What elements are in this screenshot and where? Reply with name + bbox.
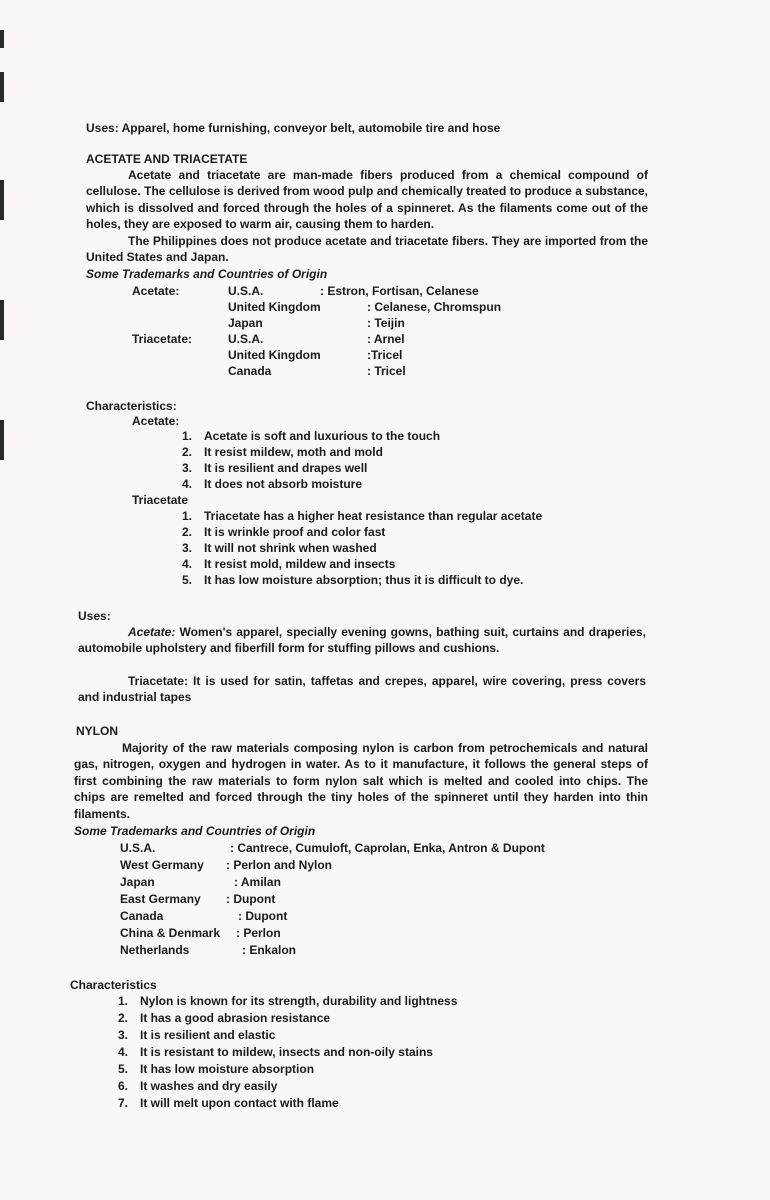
- uses-top: Uses: Apparel, home furnishing, conveyor belt, automobile tire and hose: [86, 121, 501, 135]
- nylon-origin-country: U.S.A.: [120, 841, 156, 855]
- nylon-origin-brands: : Amilan: [234, 875, 281, 889]
- nylon-paragraph: Majority of the raw materials composing nylon is carbon from petrochemicals and natural gas, nitrogen, oxygen and hydrogen in water. As to it manufacture, it follows the general steps of first combining the raw materials to form nylon salt which is melted and cooled into chips. The chips are remelted and forced through the tiny holes of the spinneret until they harden into thin filaments.: [74, 741, 648, 821]
- nylon-origin-brands: : Perlon: [236, 926, 281, 940]
- uses-label: Uses:: [78, 609, 111, 623]
- triacetate-origin-brands: : Tricel: [367, 364, 406, 378]
- triacetate-origin-country: United Kingdom: [228, 348, 321, 362]
- nylon-origin-country: Canada: [120, 909, 164, 923]
- triacetate-origin-brands: : Arnel: [367, 332, 405, 346]
- acetate-trademarks-title: Some Trademarks and Countries of Origin: [86, 267, 328, 281]
- list-item: 1. Nylon is known for its strength, durability and lightness: [118, 994, 458, 1008]
- nylon-characteristics-label: Characteristics: [70, 978, 157, 992]
- list-item: 1. Acetate is soft and luxurious to the touch: [182, 429, 441, 443]
- triacetate-origin-country: Canada: [228, 364, 272, 378]
- list-item: 2. It has a good abrasion resistance: [118, 1011, 331, 1025]
- acetate-origin-brands: : Estron, Fortisan, Celanese: [320, 284, 479, 298]
- list-item: 4. It resist mold, mildew and insects: [182, 557, 396, 571]
- nylon-origin-brands: : Cantrece, Cumuloft, Caprolan, Enka, Antron & Dupont: [230, 841, 545, 855]
- nylon-origin-country: West Germany: [120, 858, 204, 872]
- triacetate-sub-label: Triacetate: [132, 493, 189, 507]
- nylon-origin-country: China & Denmark: [120, 926, 221, 940]
- nylon-heading: NYLON: [76, 724, 118, 738]
- list-item: 3. It is resilient and elastic: [118, 1028, 276, 1042]
- nylon-origin-brands: : Dupont: [238, 909, 288, 923]
- list-item: 3. It is resilient and drapes well: [182, 461, 368, 475]
- triacetate-label: Triacetate:: [132, 332, 193, 346]
- list-item: 4. It is resistant to mildew, insects and non-oily stains: [118, 1045, 433, 1059]
- acetate-origin-brands: : Teijin: [367, 316, 405, 330]
- triacetate-origin-country: U.S.A.: [228, 332, 264, 346]
- nylon-origin-brands: : Enkalon: [242, 943, 297, 957]
- nylon-origin-country: East Germany: [120, 892, 201, 906]
- list-item: 7. It will melt upon contact with flame: [118, 1096, 339, 1110]
- list-item: 2. It is wrinkle proof and color fast: [182, 525, 386, 539]
- list-item: 2. It resist mildew, moth and mold: [182, 445, 383, 459]
- scan-edge-mark: [0, 72, 4, 102]
- acetate-origin-country: United Kingdom: [228, 300, 321, 314]
- acetate-origin-brands: : Celanese, Chromspun: [367, 300, 502, 314]
- list-item: 3. It will not shrink when washed: [182, 541, 377, 555]
- nylon-trademarks-title: Some Trademarks and Countries of Origin: [74, 824, 316, 838]
- scan-edge-mark: [0, 300, 4, 340]
- list-item: 5. It has low moisture absorption; thus it is difficult to dye.: [182, 573, 524, 587]
- acetate-paragraph-2: The Philippines does not produce acetate and triacetate fibers. They are imported from the United States and Japan.: [86, 234, 648, 265]
- characteristics-label: Characteristics:: [86, 399, 177, 413]
- acetate-paragraph-1: Acetate and triacetate are man-made fibers produced from a chemical compound of cellulose. The cellulose is derived from wood pulp and chemically treated to produce a substance, which is dissolved and forced through the holes of a spinneret. As the filaments come out of the holes, they are exposed to warm air, causing them to harden.: [86, 168, 648, 232]
- acetate-sub-label: Acetate:: [132, 414, 180, 428]
- nylon-origin-country: Japan: [120, 875, 155, 889]
- list-item: 6. It washes and dry easily: [118, 1079, 278, 1093]
- scan-edge-mark: [0, 420, 4, 460]
- acetate-origin-country: Japan: [228, 316, 263, 330]
- nylon-origin-country: Netherlands: [120, 943, 190, 957]
- triacetate-origin-brands: :Tricel: [367, 348, 403, 362]
- uses-triacetate-paragraph: Triacetate: It is used for satin, taffetas and crepes, apparel, wire covering, press covers and industrial tapes: [78, 674, 646, 705]
- list-item: 1. Triacetate has a higher heat resistance than regular acetate: [182, 509, 543, 523]
- list-item: 5. It has low moisture absorption: [118, 1062, 315, 1076]
- list-item: 4. It does not absorb moisture: [182, 477, 363, 491]
- nylon-origin-brands: : Dupont: [226, 892, 276, 906]
- acetate-label: Acetate:: [132, 284, 180, 298]
- acetate-heading: ACETATE AND TRIACETATE: [86, 152, 248, 166]
- scan-edge-mark: [0, 180, 4, 220]
- scan-edge-mark: [0, 30, 4, 48]
- nylon-origin-brands: : Perlon and Nylon: [226, 858, 333, 872]
- uses-acetate-paragraph: Acetate: Women's apparel, specially evening gowns, bathing suit, curtains and draperies, automobile upholstery and fiberfill form for stuffing pillows and cushions.: [78, 625, 646, 656]
- acetate-origin-country: U.S.A.: [228, 284, 264, 298]
